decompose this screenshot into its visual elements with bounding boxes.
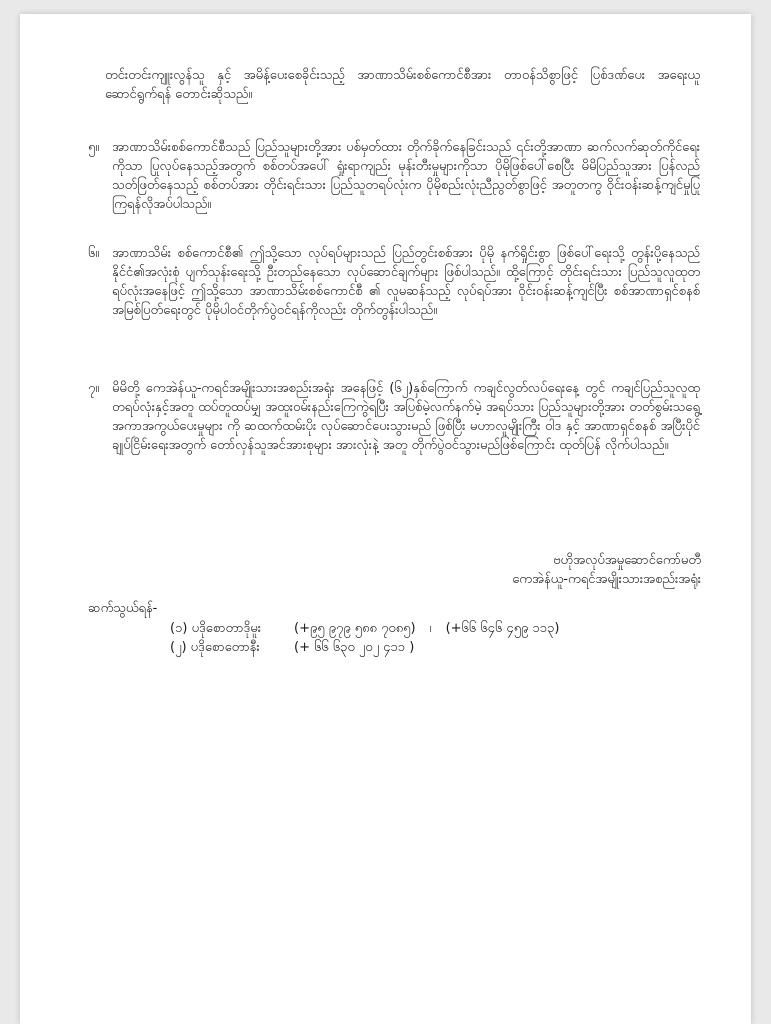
- document-page: [20, 14, 751, 1024]
- contact-row: [170, 638, 559, 657]
- signature-block: [512, 551, 701, 589]
- signature-organization: ကေအဲန်ယူ-ကရင်အမျိုးသားအစည်းအရုံး: [512, 572, 701, 587]
- paragraph-number: ၆။: [88, 246, 100, 261]
- paragraph-7: [88, 379, 700, 455]
- contact-label: ဆက်သွယ်ရန်-: [88, 601, 158, 616]
- contact-name: (၁) ပဒိုစောတာဒိုမူး: [170, 621, 262, 636]
- paragraph-6: [88, 244, 700, 320]
- paragraph-text: အာဏာသိမ်း စစ်ကောင်စီ၏ ဤသို့သော လုပ်ရပ်များသည် ပြည်တွင်းစစ်အား ပိုမို နက်ရှိုင်းစွာ ဖြစ်ပေါ်ရေးသို့ တွန်းပို့နေသည် နိုင်ငံ၏အလုံးစုံ ပျက်သုန်းရေးသို့ ဦးတည်နေသော လုပ်ဆောင်ချက်များ ဖြစ်ပါသည်။ ထို့ကြောင့် တိုင်းရင်းသား ပြည်သူလူထုတရပ်လုံးအနေဖြင့် ဤသို့သော အာဏာသိမ်းစစ်ကောင်စီ ၏ လူမဆန်သည့် လုပ်ရပ်အား ဝိုင်းဝန်းဆန့်ကျင်ပြီး စစ်အာဏာရှင်စနစ် အမြစ်ပြတ်ရေးတွင် ပိုမိုပါဝင်တိုက်ပွဲဝင်ရန်ကိုလည်း တိုက်တွန်းပါသည်။: [112, 246, 700, 318]
- contact-phone: (+ ၆၆ ၆၃၀ ၂၀၂ ၄၁၁ ): [294, 640, 415, 655]
- paragraph-text: အာဏာသိမ်းစစ်ကောင်စီသည် ပြည်သူများတို့အား ပစ်မှတ်ထား တိုက်ခိုက်နေခြင်းသည် ၎င်းတို့အာဏာ ဆက်လက်ဆုတ်ကိုင်ရေးကိုသာ ပြုလုပ်နေသည့်အတွက် စစ်တပ်အပေါ် ရှုံးရာကျည်း မုန်းတီးမှုများကိုသာ ပိုမိုဖြစ်ပေါ်စေပြီး မိမိပြည်သူအား ပြန်လည်သတ်ဖြတ်နေသည့် စစ်တပ်အား တိုင်းရင်းသား ပြည်သူတရပ်လုံးက ပိုမိုစည်းလုံးညီညွတ်စွာဖြင့် အတူတကွ ဝိုင်းဝန်းဆန့်ကျင်မှုပြုကြရန်လိုအပ်ပါသည်။: [112, 140, 700, 212]
- contact-phone: (+၉၅ ၉၇၉ ၅၈၈ ၇၀၈၅): [294, 621, 416, 636]
- intro-paragraph: တင်းတင်းကျူးလွန်သူ နှင့် အမိန့်ပေးစေခိုင်းသည့် အာဏာသိမ်းစစ်ကောင်စီအား တာဝန်သိစွာဖြင့် ပြစ်ဒဏ်ပေး အရေးယူ ဆောင်ရွက်ရန် တောင်းဆိုသည်။: [105, 68, 700, 102]
- contact-phone-alt: (+၆၆ ၆၄၆ ၄၅၉ ၁၁၃): [445, 621, 560, 636]
- contact-row: [170, 619, 559, 638]
- contact-name: (၂) ပဒိုစောတောနီး: [170, 640, 260, 655]
- paragraph-text: မိမိတို့ ကေအဲန်ယူ-ကရင်အမျိုးသားအစည်းအရုံး အနေဖြင့် (၆၂)နှစ်ကြောက် ကချင်လွတ်လပ်ရေးနေ့ တွင် ကချင်ပြည်သူလူထုတရပ်လုံးနှင့်အတူ ထပ်တူထပ်မျှ အထူးဝမ်းနည်းကြေကွဲရပြီး အပြစ်မဲ့လက်နက်မဲ့ အရပ်သား ပြည်သူများတို့အား တတ်စွမ်းသရွေ့ အကာအကွယ်ပေးမှုများ ကို ဆထက်ထမ်းပိုး လုပ်ဆောင်ပေးသွားမည် ဖြစ်ပြီး မဟာလူမျိုးကြီး ဝါဒ နှင့် အာဏာရှင်စနစ် အပြီးပိုင် ချုပ်ငြိမ်းရေးအတွက် တော်လှန်သူအင်အားစုများ အားလုံးနဲ့ အတူ တိုက်ပွဲဝင်သွားမည်ဖြစ်ကြောင်း ထုတ်ပြန် လိုက်ပါသည်။: [112, 381, 700, 453]
- paragraph-number: ၅။: [88, 140, 100, 155]
- paragraph-5: [88, 138, 700, 214]
- contact-separator: ၊: [429, 621, 432, 636]
- signature-committee: ဗဟိုအလုပ်အမှုဆောင်ကော်မတီ: [553, 553, 701, 568]
- contact-list: [170, 619, 559, 657]
- paragraph-number: ၇။: [88, 381, 100, 396]
